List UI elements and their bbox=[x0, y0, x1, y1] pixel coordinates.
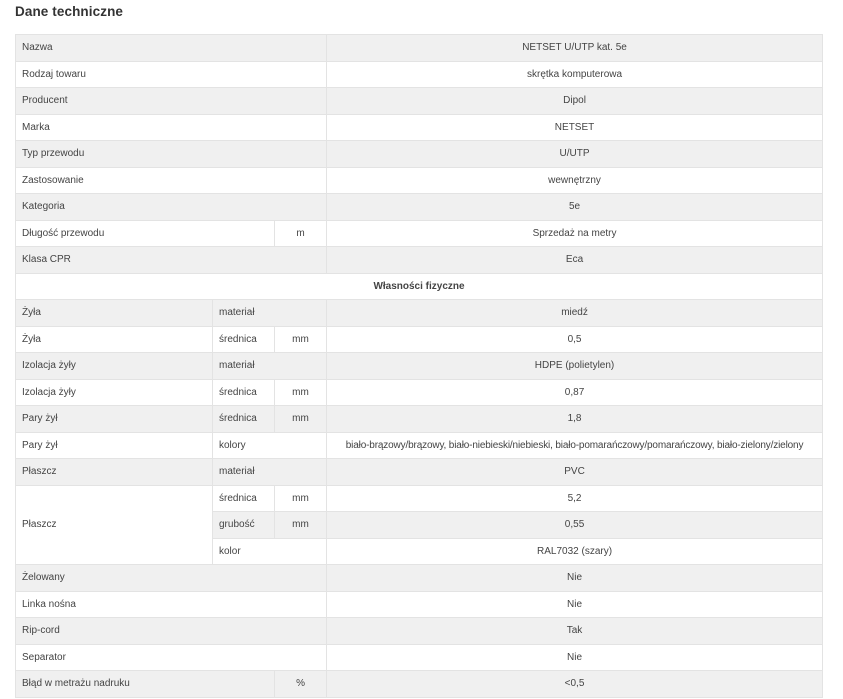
row-param: materiał bbox=[213, 459, 327, 486]
row-param: średnica bbox=[213, 379, 275, 406]
table-row bbox=[16, 247, 823, 274]
tech-spec-table bbox=[15, 34, 823, 698]
row-label: Pary żył bbox=[16, 432, 213, 459]
row-value: Nie bbox=[327, 644, 823, 671]
row-label: Płaszcz bbox=[16, 459, 213, 486]
row-value: biało-brązowy/brązowy, biało-niebieski/niebieski, biało-pomarańczowy/pomarańczowy, biało-zielony/zielony bbox=[327, 432, 823, 459]
row-label: Marka bbox=[16, 114, 327, 141]
row-value: Dipol bbox=[327, 88, 823, 115]
table-row bbox=[16, 406, 823, 433]
row-label: Typ przewodu bbox=[16, 141, 327, 168]
table-row bbox=[16, 671, 823, 698]
row-label: Płaszcz bbox=[16, 485, 213, 565]
row-value: 0,55 bbox=[327, 512, 823, 539]
row-value: 5,2 bbox=[327, 485, 823, 512]
row-value: miedź bbox=[327, 300, 823, 327]
row-unit: mm bbox=[275, 406, 327, 433]
row-value: <0,5 bbox=[327, 671, 823, 698]
row-value: Sprzedaż na metry bbox=[327, 220, 823, 247]
table-row bbox=[16, 220, 823, 247]
row-label: Długość przewodu bbox=[16, 220, 275, 247]
row-label: Rip-cord bbox=[16, 618, 327, 645]
row-param: średnica bbox=[213, 485, 275, 512]
row-unit: mm bbox=[275, 485, 327, 512]
row-label: Zastosowanie bbox=[16, 167, 327, 194]
row-label: Rodzaj towaru bbox=[16, 61, 327, 88]
table-row bbox=[16, 300, 823, 327]
table-row bbox=[16, 167, 823, 194]
row-param: materiał bbox=[213, 353, 327, 380]
row-param: kolory bbox=[213, 432, 327, 459]
row-label: Żyła bbox=[16, 300, 213, 327]
row-value: Eca bbox=[327, 247, 823, 274]
table-row bbox=[16, 326, 823, 353]
row-label: Klasa CPR bbox=[16, 247, 327, 274]
row-label: Linka nośna bbox=[16, 591, 327, 618]
table-row bbox=[16, 459, 823, 486]
row-unit: mm bbox=[275, 326, 327, 353]
row-param: średnica bbox=[213, 406, 275, 433]
row-value: Nie bbox=[327, 565, 823, 592]
page-title: Dane techniczne bbox=[15, 4, 124, 19]
row-unit: m bbox=[275, 220, 327, 247]
row-value: 0,87 bbox=[327, 379, 823, 406]
row-param: średnica bbox=[213, 326, 275, 353]
row-value: RAL7032 (szary) bbox=[327, 538, 823, 565]
row-label: Izolacja żyły bbox=[16, 353, 213, 380]
row-label: Błąd w metrażu nadruku bbox=[16, 671, 275, 698]
row-value: NETSET bbox=[327, 114, 823, 141]
row-value: 1,8 bbox=[327, 406, 823, 433]
row-label: Producent bbox=[16, 88, 327, 115]
row-value: wewnętrzny bbox=[327, 167, 823, 194]
row-label: Kategoria bbox=[16, 194, 327, 221]
table-row bbox=[16, 114, 823, 141]
table-row bbox=[16, 61, 823, 88]
row-value: PVC bbox=[327, 459, 823, 486]
row-value: Tak bbox=[327, 618, 823, 645]
row-label: Izolacja żyły bbox=[16, 379, 213, 406]
table-row bbox=[16, 141, 823, 168]
table-row bbox=[16, 353, 823, 380]
row-value: U/UTP bbox=[327, 141, 823, 168]
table-row bbox=[16, 485, 823, 512]
row-value: 0,5 bbox=[327, 326, 823, 353]
row-label: Pary żył bbox=[16, 406, 213, 433]
row-param: materiał bbox=[213, 300, 327, 327]
row-label: Żyła bbox=[16, 326, 213, 353]
table-row bbox=[16, 644, 823, 671]
row-value: Nie bbox=[327, 591, 823, 618]
row-unit: mm bbox=[275, 379, 327, 406]
row-param: grubość bbox=[213, 512, 275, 539]
table-row bbox=[16, 565, 823, 592]
table-row bbox=[16, 432, 823, 459]
row-label: Nazwa bbox=[16, 35, 327, 62]
row-unit: % bbox=[275, 671, 327, 698]
row-value: 5e bbox=[327, 194, 823, 221]
section-row bbox=[16, 273, 823, 300]
table-row bbox=[16, 618, 823, 645]
row-value: NETSET U/UTP kat. 5e bbox=[327, 35, 823, 62]
row-unit: mm bbox=[275, 512, 327, 539]
row-label: Żelowany bbox=[16, 565, 327, 592]
row-value: skrętka komputerowa bbox=[327, 61, 823, 88]
row-param: kolor bbox=[213, 538, 327, 565]
row-value: HDPE (polietylen) bbox=[327, 353, 823, 380]
table-row bbox=[16, 88, 823, 115]
table-row bbox=[16, 35, 823, 62]
table-row bbox=[16, 591, 823, 618]
row-label: Separator bbox=[16, 644, 327, 671]
table-row bbox=[16, 379, 823, 406]
table-row bbox=[16, 194, 823, 221]
section-title: Własności fizyczne bbox=[16, 273, 823, 300]
